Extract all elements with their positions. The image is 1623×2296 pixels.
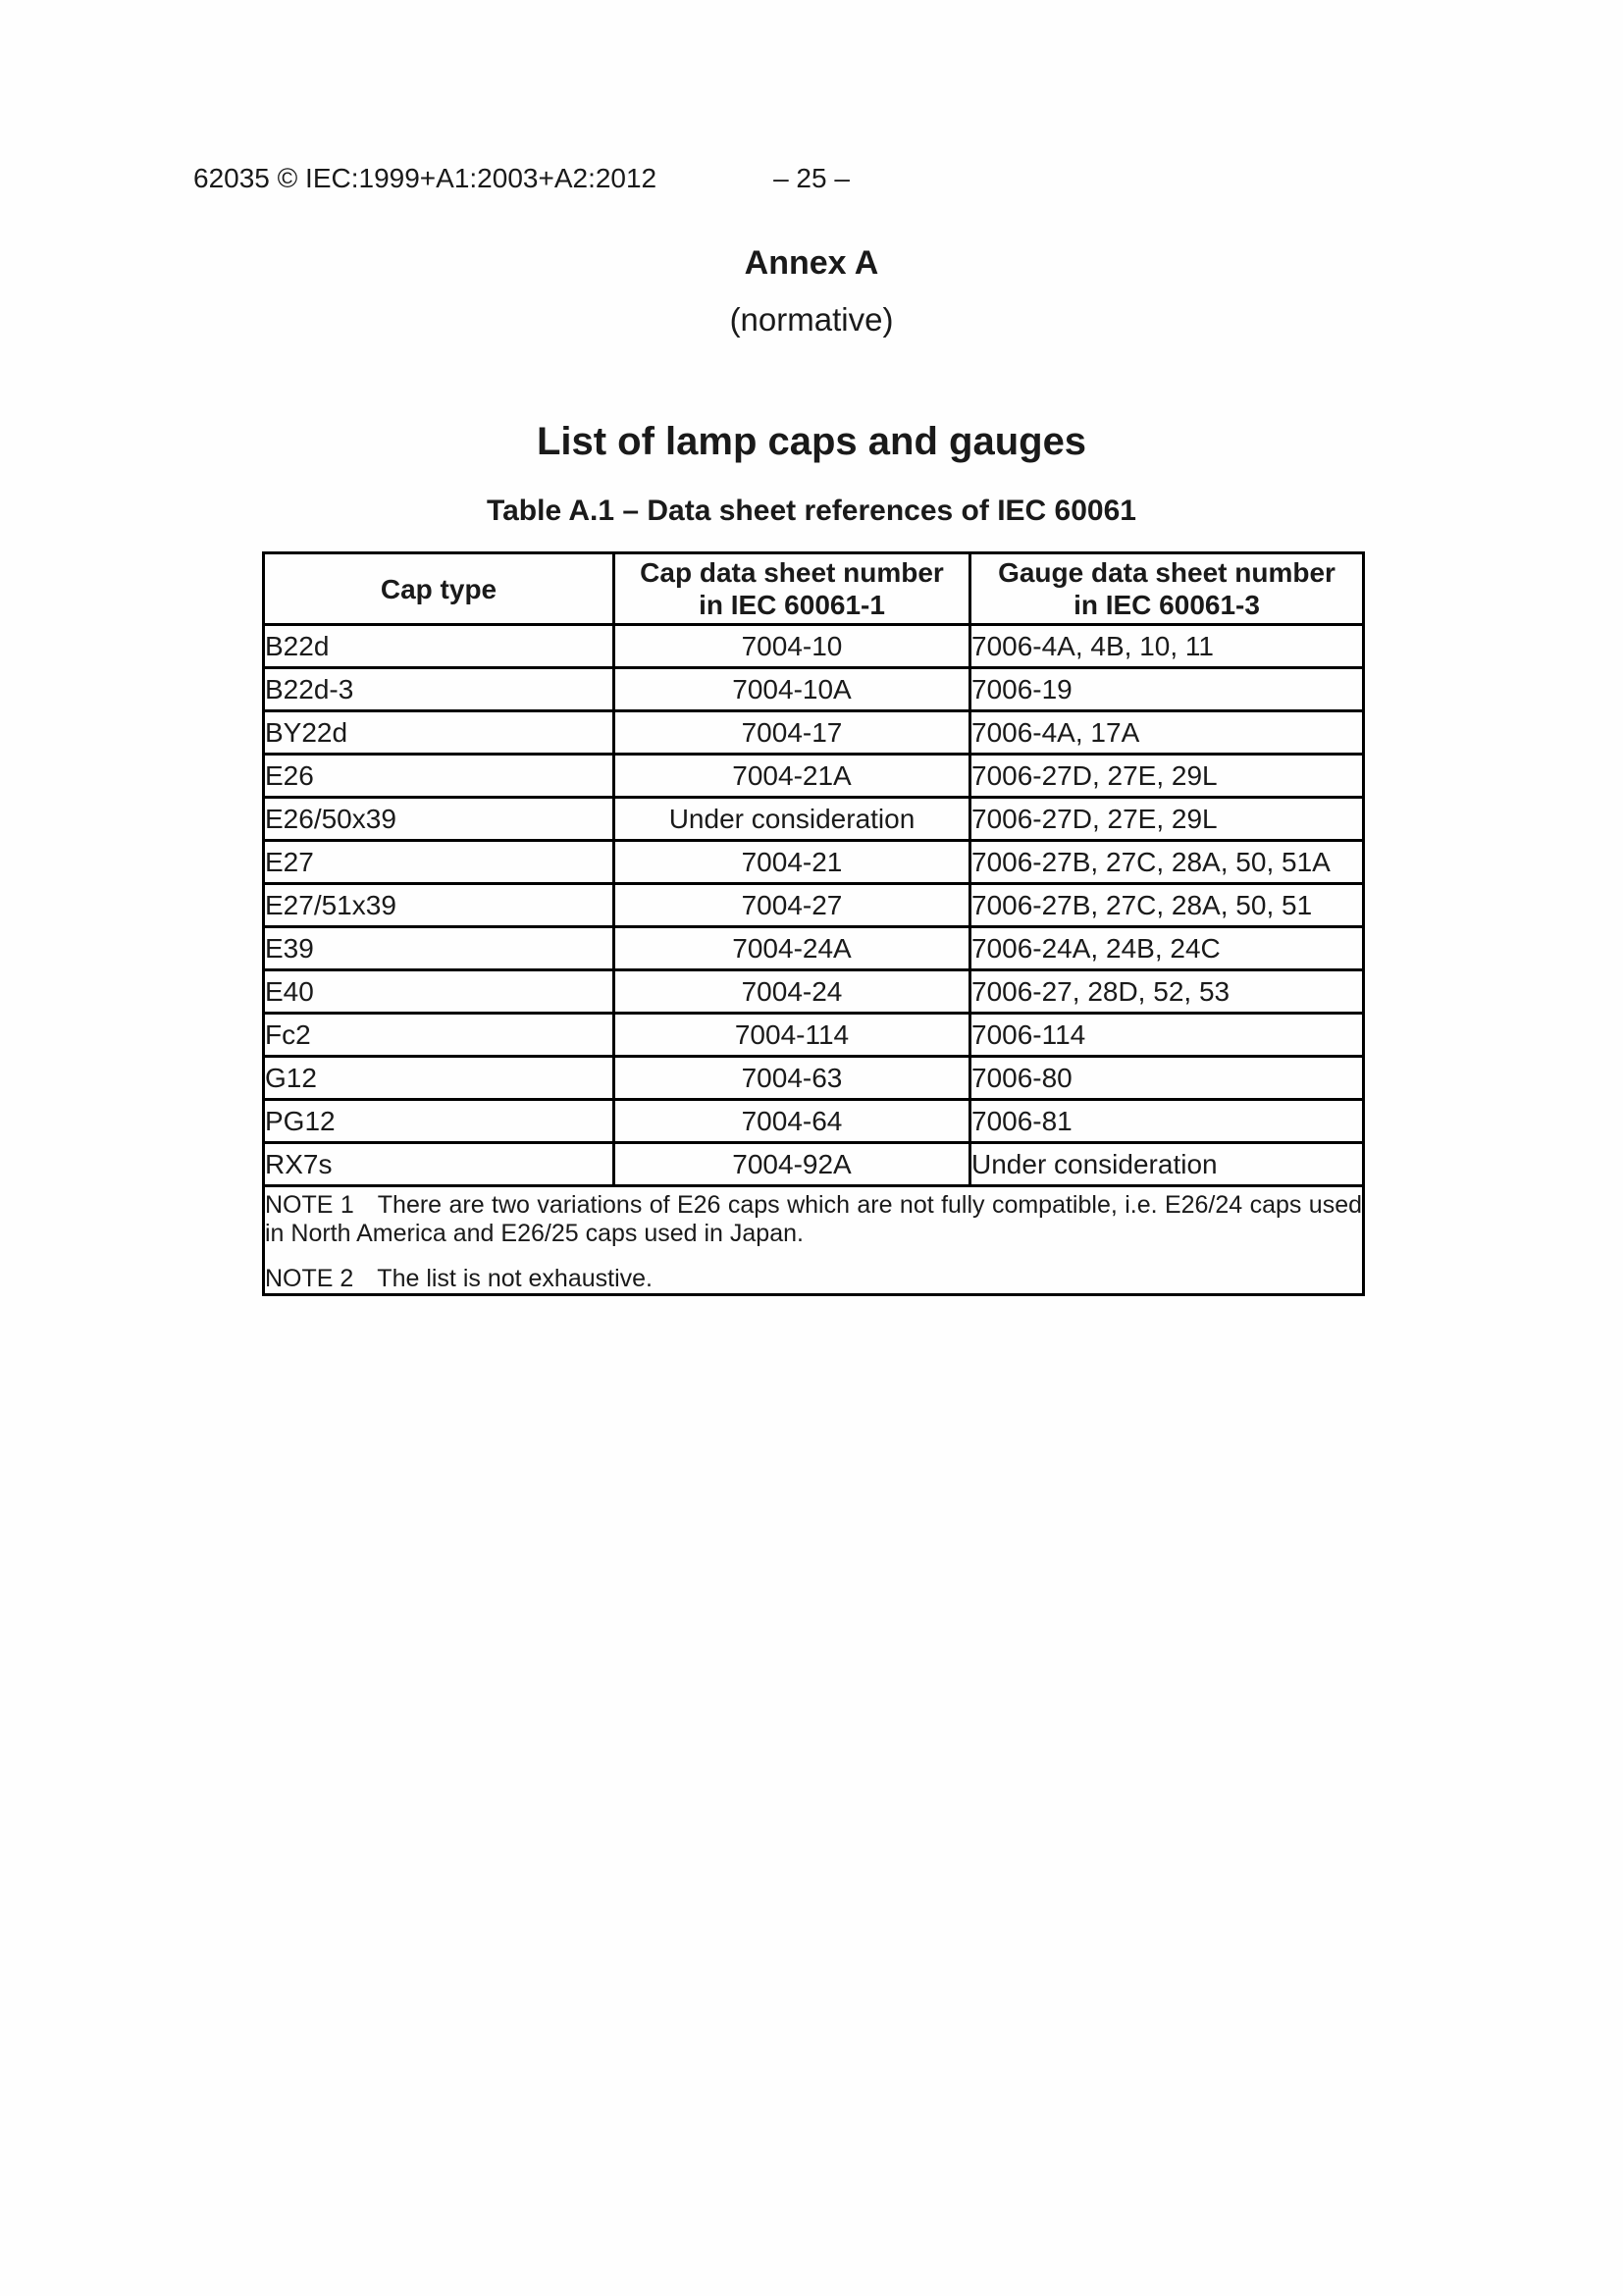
notes-row xyxy=(264,1186,1364,1295)
table-row xyxy=(264,884,1364,927)
cell-gauge-sheet: 7006-27, 28D, 52, 53 xyxy=(970,970,1364,1014)
table-body xyxy=(264,625,1364,1295)
note-2-label: NOTE 2 xyxy=(265,1265,354,1292)
table-row xyxy=(264,1057,1364,1100)
cell-cap-sheet: 7004-24 xyxy=(614,970,970,1014)
note-1-label: NOTE 1 xyxy=(265,1191,354,1219)
cell-gauge-sheet: 7006-24A, 24B, 24C xyxy=(970,927,1364,970)
column-header-line: Gauge data sheet number xyxy=(998,557,1335,588)
cell-cap-sheet: 7004-114 xyxy=(614,1014,970,1057)
table-row xyxy=(264,798,1364,841)
table-row xyxy=(264,1143,1364,1186)
cell-cap-sheet: 7004-21A xyxy=(614,755,970,798)
cell-gauge-sheet: 7006-4A, 4B, 10, 11 xyxy=(970,625,1364,668)
table-row xyxy=(264,755,1364,798)
cell-gauge-sheet: 7006-27B, 27C, 28A, 50, 51 xyxy=(970,884,1364,927)
lamp-caps-table xyxy=(262,551,1365,1296)
cell-gauge-sheet: 7006-114 xyxy=(970,1014,1364,1057)
table-row xyxy=(264,668,1364,711)
cell-cap-type: E26/50x39 xyxy=(264,798,614,841)
cell-cap-type: E40 xyxy=(264,970,614,1014)
column-header-line: in IEC 60061-1 xyxy=(699,590,885,620)
document-reference: 62035 © IEC:1999+A1:2003+A2:2012 xyxy=(193,163,657,193)
table-row xyxy=(264,1014,1364,1057)
cell-cap-type: E39 xyxy=(264,927,614,970)
cell-cap-type: B22d-3 xyxy=(264,668,614,711)
header-row xyxy=(264,553,1364,625)
column-header-line: Cap type xyxy=(380,573,497,604)
cell-gauge-sheet: 7006-27D, 27E, 29L xyxy=(970,798,1364,841)
cell-cap-type: Fc2 xyxy=(264,1014,614,1057)
cell-gauge-sheet: 7006-27B, 27C, 28A, 50, 51A xyxy=(970,841,1364,884)
cell-cap-type: E27/51x39 xyxy=(264,884,614,927)
cell-gauge-sheet: 7006-4A, 17A xyxy=(970,711,1364,755)
column-header-cap-type xyxy=(264,553,614,625)
cell-cap-type: E27 xyxy=(264,841,614,884)
annex-designation: (normative) xyxy=(729,301,894,338)
table-caption: Table A.1 – Data sheet references of IEC 60061 xyxy=(487,495,1136,527)
cell-cap-sheet: 7004-63 xyxy=(614,1057,970,1100)
cell-cap-sheet: 7004-21 xyxy=(614,841,970,884)
table-row xyxy=(264,970,1364,1014)
column-header-line: Cap data sheet number xyxy=(640,557,944,588)
cell-cap-sheet: 7004-27 xyxy=(614,884,970,927)
table-row xyxy=(264,711,1364,755)
table-notes-cell xyxy=(264,1186,1364,1295)
table-header xyxy=(264,553,1364,625)
table-row xyxy=(264,927,1364,970)
cell-cap-sheet: Under consideration xyxy=(614,798,970,841)
page-number: – 25 – xyxy=(773,163,850,193)
table-row xyxy=(264,841,1364,884)
column-header-gauge-sheet xyxy=(970,553,1364,625)
cell-cap-type: RX7s xyxy=(264,1143,614,1186)
cell-cap-type: G12 xyxy=(264,1057,614,1100)
cell-cap-sheet: 7004-24A xyxy=(614,927,970,970)
cell-cap-sheet: 7004-10A xyxy=(614,668,970,711)
table-row xyxy=(264,625,1364,668)
cell-gauge-sheet: 7006-19 xyxy=(970,668,1364,711)
cell-cap-type: B22d xyxy=(264,625,614,668)
cell-cap-sheet: 7004-17 xyxy=(614,711,970,755)
cell-cap-sheet: 7004-92A xyxy=(614,1143,970,1186)
table-row xyxy=(264,1100,1364,1143)
cell-cap-type: E26 xyxy=(264,755,614,798)
annex-heading: List of lamp caps and gauges xyxy=(536,420,1087,463)
note-2-text: The list is not exhaustive. xyxy=(377,1265,653,1292)
column-header-cap-sheet xyxy=(614,553,970,625)
cell-gauge-sheet: 7006-81 xyxy=(970,1100,1364,1143)
note-1 xyxy=(265,1191,1362,1248)
cell-gauge-sheet: 7006-80 xyxy=(970,1057,1364,1100)
cell-cap-type: PG12 xyxy=(264,1100,614,1143)
note-2 xyxy=(265,1265,1362,1293)
cell-cap-type: BY22d xyxy=(264,711,614,755)
cell-cap-sheet: 7004-10 xyxy=(614,625,970,668)
cell-gauge-sheet: Under consideration xyxy=(970,1143,1364,1186)
annex-title: Annex A xyxy=(744,244,879,282)
cell-gauge-sheet: 7006-27D, 27E, 29L xyxy=(970,755,1364,798)
column-header-line: in IEC 60061-3 xyxy=(1073,590,1260,620)
note-1-text: There are two variations of E26 caps which are not fully compatible, i.e. E26/24 caps used in North America and E26/25 caps used in Japan. xyxy=(265,1191,1363,1247)
cell-cap-sheet: 7004-64 xyxy=(614,1100,970,1143)
running-header xyxy=(0,161,1623,196)
